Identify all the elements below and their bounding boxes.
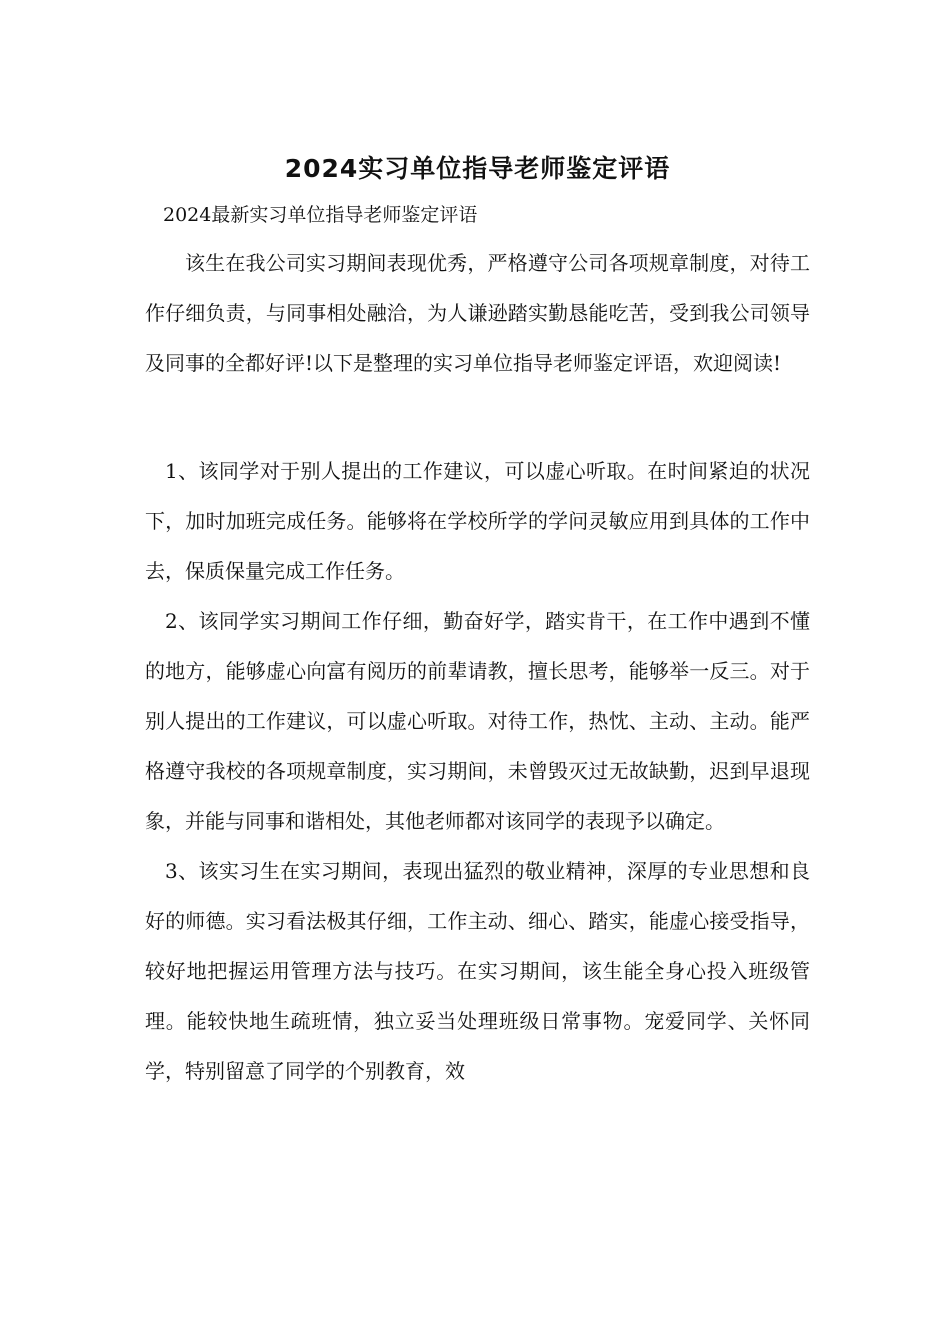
list-item: 3、该实习生在实习期间，表现出猛烈的敬业精神，深厚的专业思想和良好的师德。实习看法极其仔细，工作主动、细心、踏实，能虚心接受指导，较好地把握运用管理方法与技巧。在实习期间，该生能全身心投入班级管理。能较快地生疏班情，独立妥当处理班级日常事物。宠爱同学、关怀同学，特别留意了同学的个别教育，效 — [145, 859, 810, 1083]
intro-paragraph: 该生在我公司实习期间表现优秀，严格遵守公司各项规章制度，对待工作仔细负责，与同事相处融洽，为人谦逊踏实勤恳能吃苦，受到我公司领导及同事的全都好评!以下是整理的实习单位指导老师鉴定评语，欢迎阅读! — [145, 251, 810, 375]
document-title: 2024实习单位指导老师鉴定评语 — [284, 154, 671, 183]
list-item: 2、该同学实习期间工作仔细，勤奋好学，踏实肯干，在工作中遇到不懂的地方，能够虚心向富有阅历的前辈请教，擅长思考，能够举一反三。对于别人提出的工作建议，可以虚心听取。对待工作，热忱、主动、主动。能严格遵守我校的各项规章制度，实习期间，未曾毁灭过无故缺勤，迟到早退现象，并能与同事和谐相处，其他老师都对该同学的表现予以确定。 — [145, 609, 810, 833]
document-body — [145, 150, 810, 1096]
paragraph-spacer — [145, 388, 810, 446]
list-item: 1、该同学对于别人提出的工作建议，可以虚心听取。在时间紧迫的状况下，加时加班完成任务。能够将在学校所学的学问灵敏应用到具体的工作中去，保质保量完成工作任务。 — [145, 459, 810, 583]
document-subtitle: 2024最新实习单位指导老师鉴定评语 — [163, 204, 478, 226]
